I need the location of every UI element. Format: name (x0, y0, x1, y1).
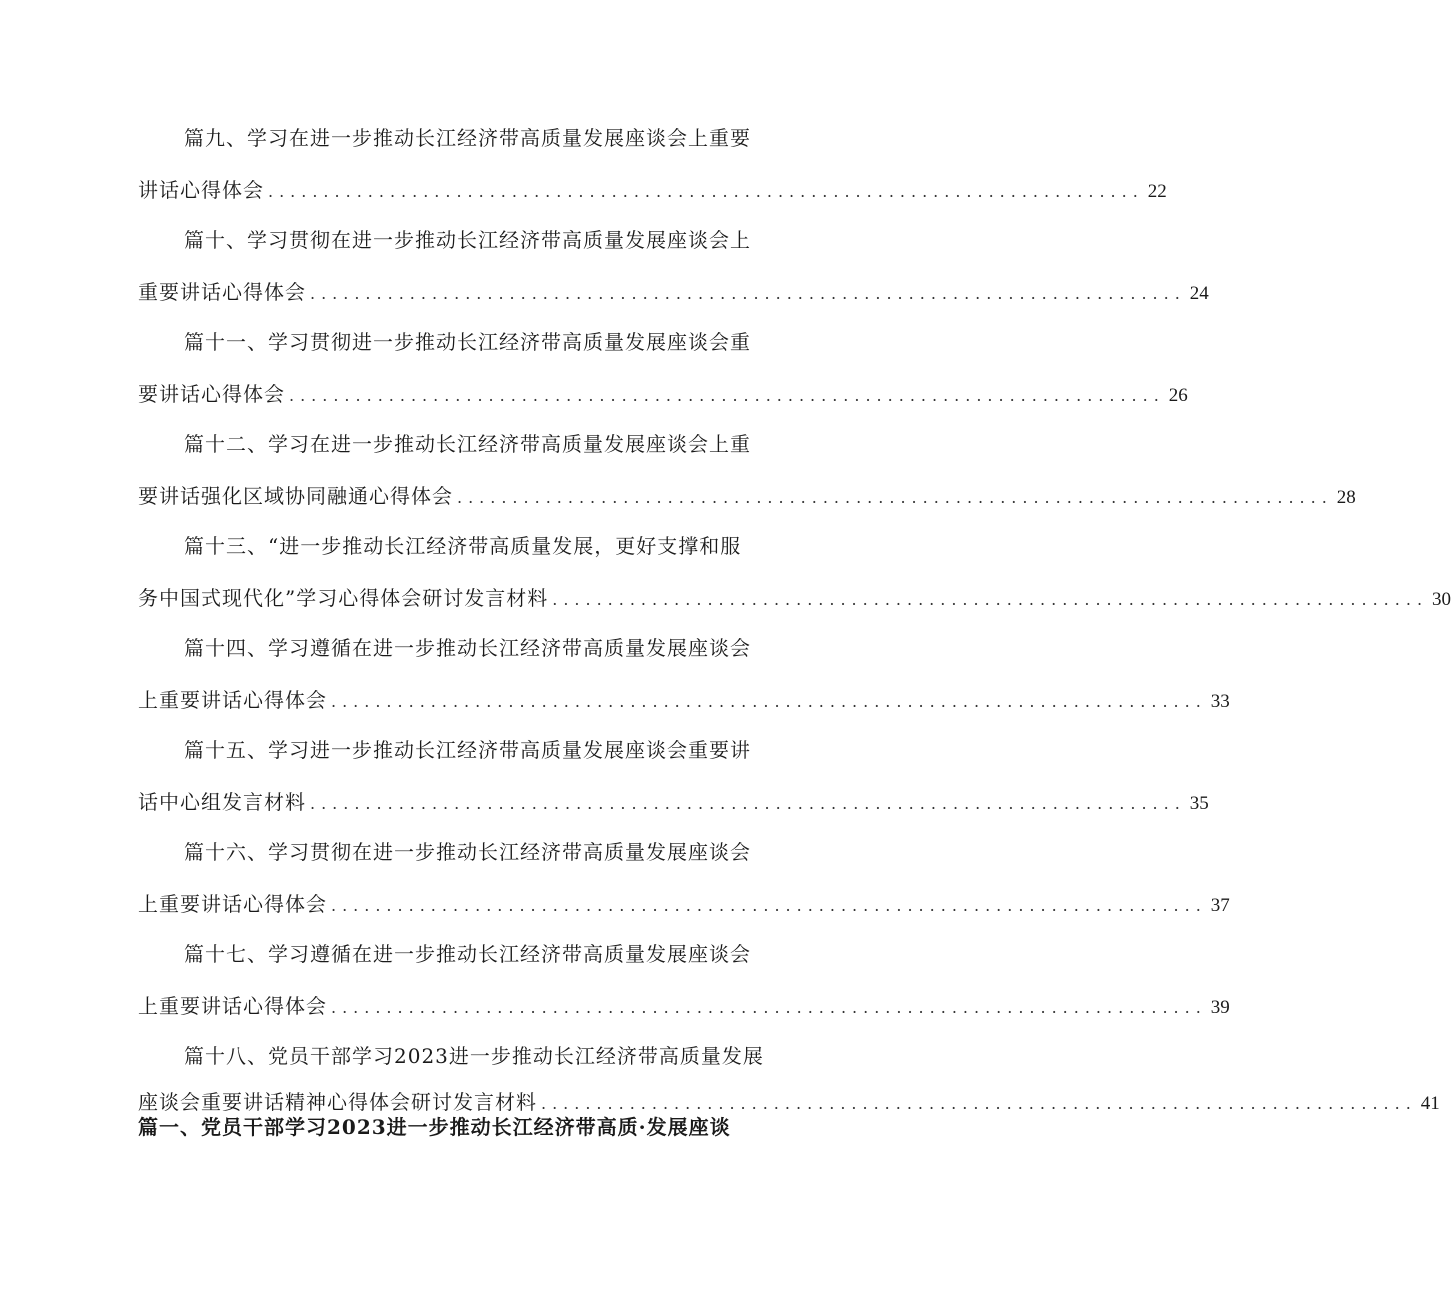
toc-entry-title: 篇十六、学习贯彻在进一步推动长江经济带高质量发展座谈会 (184, 840, 751, 864)
toc-entry-continuation (138, 890, 1230, 920)
toc-entry-continuation (138, 584, 1451, 614)
dot-leader: ............................................................................... (552, 590, 1429, 609)
page-number: 37 (1210, 895, 1230, 916)
table-of-contents (138, 112, 1451, 1132)
page-number: 33 (1210, 691, 1230, 712)
dot-leader: ............................................................................... (331, 692, 1207, 711)
dot-leader: ............................................................................... (457, 488, 1333, 507)
toc-entry[interactable] (138, 928, 1230, 1030)
toc-entry-continuation (138, 992, 1230, 1022)
dot-leader: ............................................................................... (310, 284, 1186, 303)
toc-entry-title: 篇十五、学习进一步推动长江经济带高质量发展座谈会重要讲 (184, 738, 751, 762)
toc-entry-title-end: 要讲话强化区域协同融通心得体会 (138, 484, 453, 508)
dot-leader: ............................................................................... (289, 386, 1165, 405)
page-number: 26 (1168, 385, 1188, 406)
toc-entry-title: 篇十四、学习遵循在进一步推动长江经济带高质量发展座谈会 (184, 636, 751, 660)
toc-entry-title-end: 重要讲话心得体会 (138, 280, 306, 304)
toc-entry-title: 篇十七、学习遵循在进一步推动长江经济带高质量发展座谈会 (184, 942, 751, 966)
toc-entry[interactable] (138, 622, 1230, 724)
page-number: 28 (1336, 487, 1356, 508)
page-number: 24 (1189, 283, 1209, 304)
toc-entry-title-end: 上重要讲话心得体会 (138, 892, 327, 916)
toc-entry-title: 篇十一、学习贯彻进一步推动长江经济带高质量发展座谈会重 (184, 330, 751, 354)
page-number: 41 (1420, 1093, 1440, 1114)
dot-leader: ............................................................................... (331, 998, 1207, 1017)
toc-entry-continuation (138, 686, 1230, 716)
toc-entry-title-end: 务中国式现代化”学习心得体会研讨发言材料 (138, 586, 549, 610)
toc-entry-title-end: 讲话心得体会 (138, 178, 264, 202)
dot-leader: ............................................................................... (541, 1094, 1417, 1113)
toc-entry-title-end: 要讲话心得体会 (138, 382, 285, 406)
page-number: 39 (1210, 997, 1230, 1018)
toc-entry-continuation (138, 176, 1167, 206)
toc-entry-title: 篇十二、学习在进一步推动长江经济带高质量发展座谈会上重 (184, 432, 751, 456)
toc-entry[interactable] (138, 724, 1209, 826)
toc-entry[interactable] (138, 316, 1188, 418)
toc-entry[interactable] (138, 112, 1167, 214)
toc-entry[interactable] (138, 520, 1451, 622)
toc-entry-continuation (138, 482, 1356, 512)
toc-entry-title: 篇十三、“进一步推动长江经济带高质量发展，更好支撑和服 (184, 534, 742, 558)
toc-entry[interactable] (138, 418, 1356, 520)
toc-entry[interactable] (138, 214, 1209, 316)
toc-entry-continuation (138, 380, 1188, 410)
toc-entry-title-end: 座谈会重要讲话精神心得体会研讨发言材料 (138, 1090, 537, 1114)
toc-entry-title-end: 上重要讲话心得体会 (138, 688, 327, 712)
page-number: 30 (1432, 589, 1451, 610)
toc-entry-title: 篇十、学习贯彻在进一步推动长江经济带高质量发展座谈会上 (184, 228, 751, 252)
toc-entry-continuation (138, 278, 1209, 308)
section-heading: 篇一、党员干部学习2023进一步推动长江经济带高质·发展座谈 (138, 1115, 731, 1139)
toc-entry-title: 篇十八、党员干部学习2023进一步推动长江经济带高质量发展 (184, 1044, 764, 1068)
dot-leader: ............................................................................... (268, 182, 1144, 201)
toc-entry-title-end: 上重要讲话心得体会 (138, 994, 327, 1018)
page-number: 22 (1147, 181, 1167, 202)
dot-leader: ............................................................................... (310, 794, 1186, 813)
toc-entry-title: 篇九、学习在进一步推动长江经济带高质量发展座谈会上重要 (184, 126, 751, 150)
page-number: 35 (1189, 793, 1209, 814)
toc-entry-title-end: 话中心组发言材料 (138, 790, 306, 814)
toc-entry-continuation (138, 788, 1209, 818)
toc-entry[interactable] (138, 826, 1230, 928)
dot-leader: ............................................................................... (331, 896, 1207, 915)
